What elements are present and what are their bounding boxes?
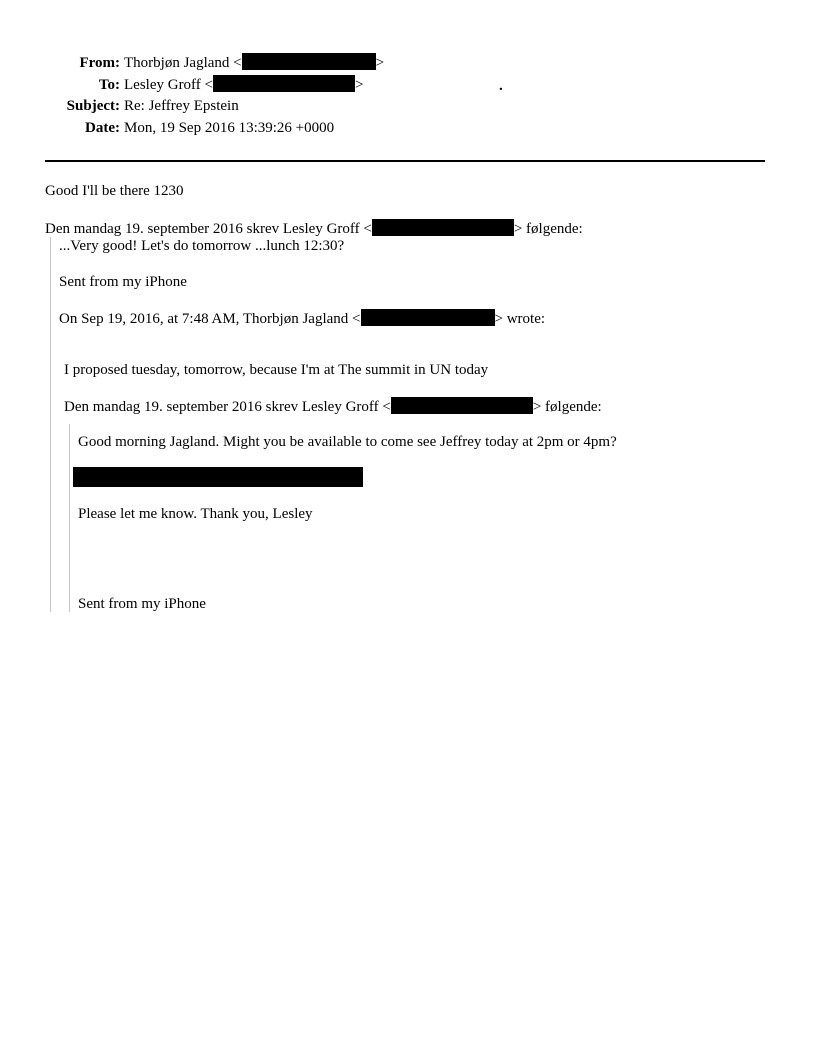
attribution-3 (64, 397, 602, 416)
attribution-1 (45, 219, 583, 238)
quote-bar-level-2 (69, 424, 70, 612)
to-label: To: (98, 77, 120, 93)
attribution-2 (59, 309, 545, 328)
header-divider (45, 160, 765, 162)
quote-3-thanks: Please let me know. Thank you, Lesley (78, 506, 313, 522)
date-label: Date: (85, 120, 120, 136)
quote-1-signature: Sent from my iPhone (59, 274, 187, 290)
redacted-from-email (242, 53, 376, 70)
subject-label: Subject: (66, 98, 120, 114)
redacted-email (391, 397, 533, 414)
quote-3-signature: Sent from my iPhone (78, 596, 206, 612)
quote-bar-level-1 (50, 237, 51, 612)
redacted-block (73, 467, 363, 487)
subject-value: Re: Jeffrey Epstein (124, 98, 239, 114)
quote-3-text: Good morning Jagland. Might you be available to come see Jeffrey today at 2pm or 4pm? (78, 434, 617, 450)
attribution-1-prefix: Den mandag 19. september 2016 skrev Lesley Groff < (45, 221, 372, 237)
date-value: Mon, 19 Sep 2016 13:39:26 +0000 (124, 120, 335, 136)
attribution-3-suffix: > følgende: (532, 399, 602, 415)
stray-mark: . (499, 78, 503, 94)
to-row (0, 75, 363, 94)
attribution-2-prefix: On Sep 19, 2016, at 7:48 AM, Thorbjøn Jagland < (59, 311, 361, 327)
date-row (0, 119, 334, 137)
to-name: Lesley Groff < (124, 77, 213, 93)
attribution-3-prefix: Den mandag 19. september 2016 skrev Lesley Groff < (64, 399, 391, 415)
quote-1-text: ...Very good! Let's do tomorrow ...lunch 12:30? (59, 238, 345, 254)
from-name: Thorbjøn Jagland < (124, 55, 242, 71)
to-close: > (355, 77, 364, 93)
redacted-to-email (213, 75, 355, 92)
reply-text: Good I'll be there 1230 (45, 183, 184, 199)
subject-row (0, 97, 239, 115)
redacted-email (361, 309, 495, 326)
redacted-email (372, 219, 514, 236)
from-close: > (375, 55, 385, 71)
quote-2-text: I proposed tuesday, tomorrow, because I'm at The summit in UN today (64, 362, 489, 378)
attribution-1-suffix: > følgende: (513, 221, 583, 237)
attribution-2-suffix: > wrote: (494, 311, 546, 327)
from-row (0, 53, 384, 72)
from-label: From: (79, 55, 120, 71)
